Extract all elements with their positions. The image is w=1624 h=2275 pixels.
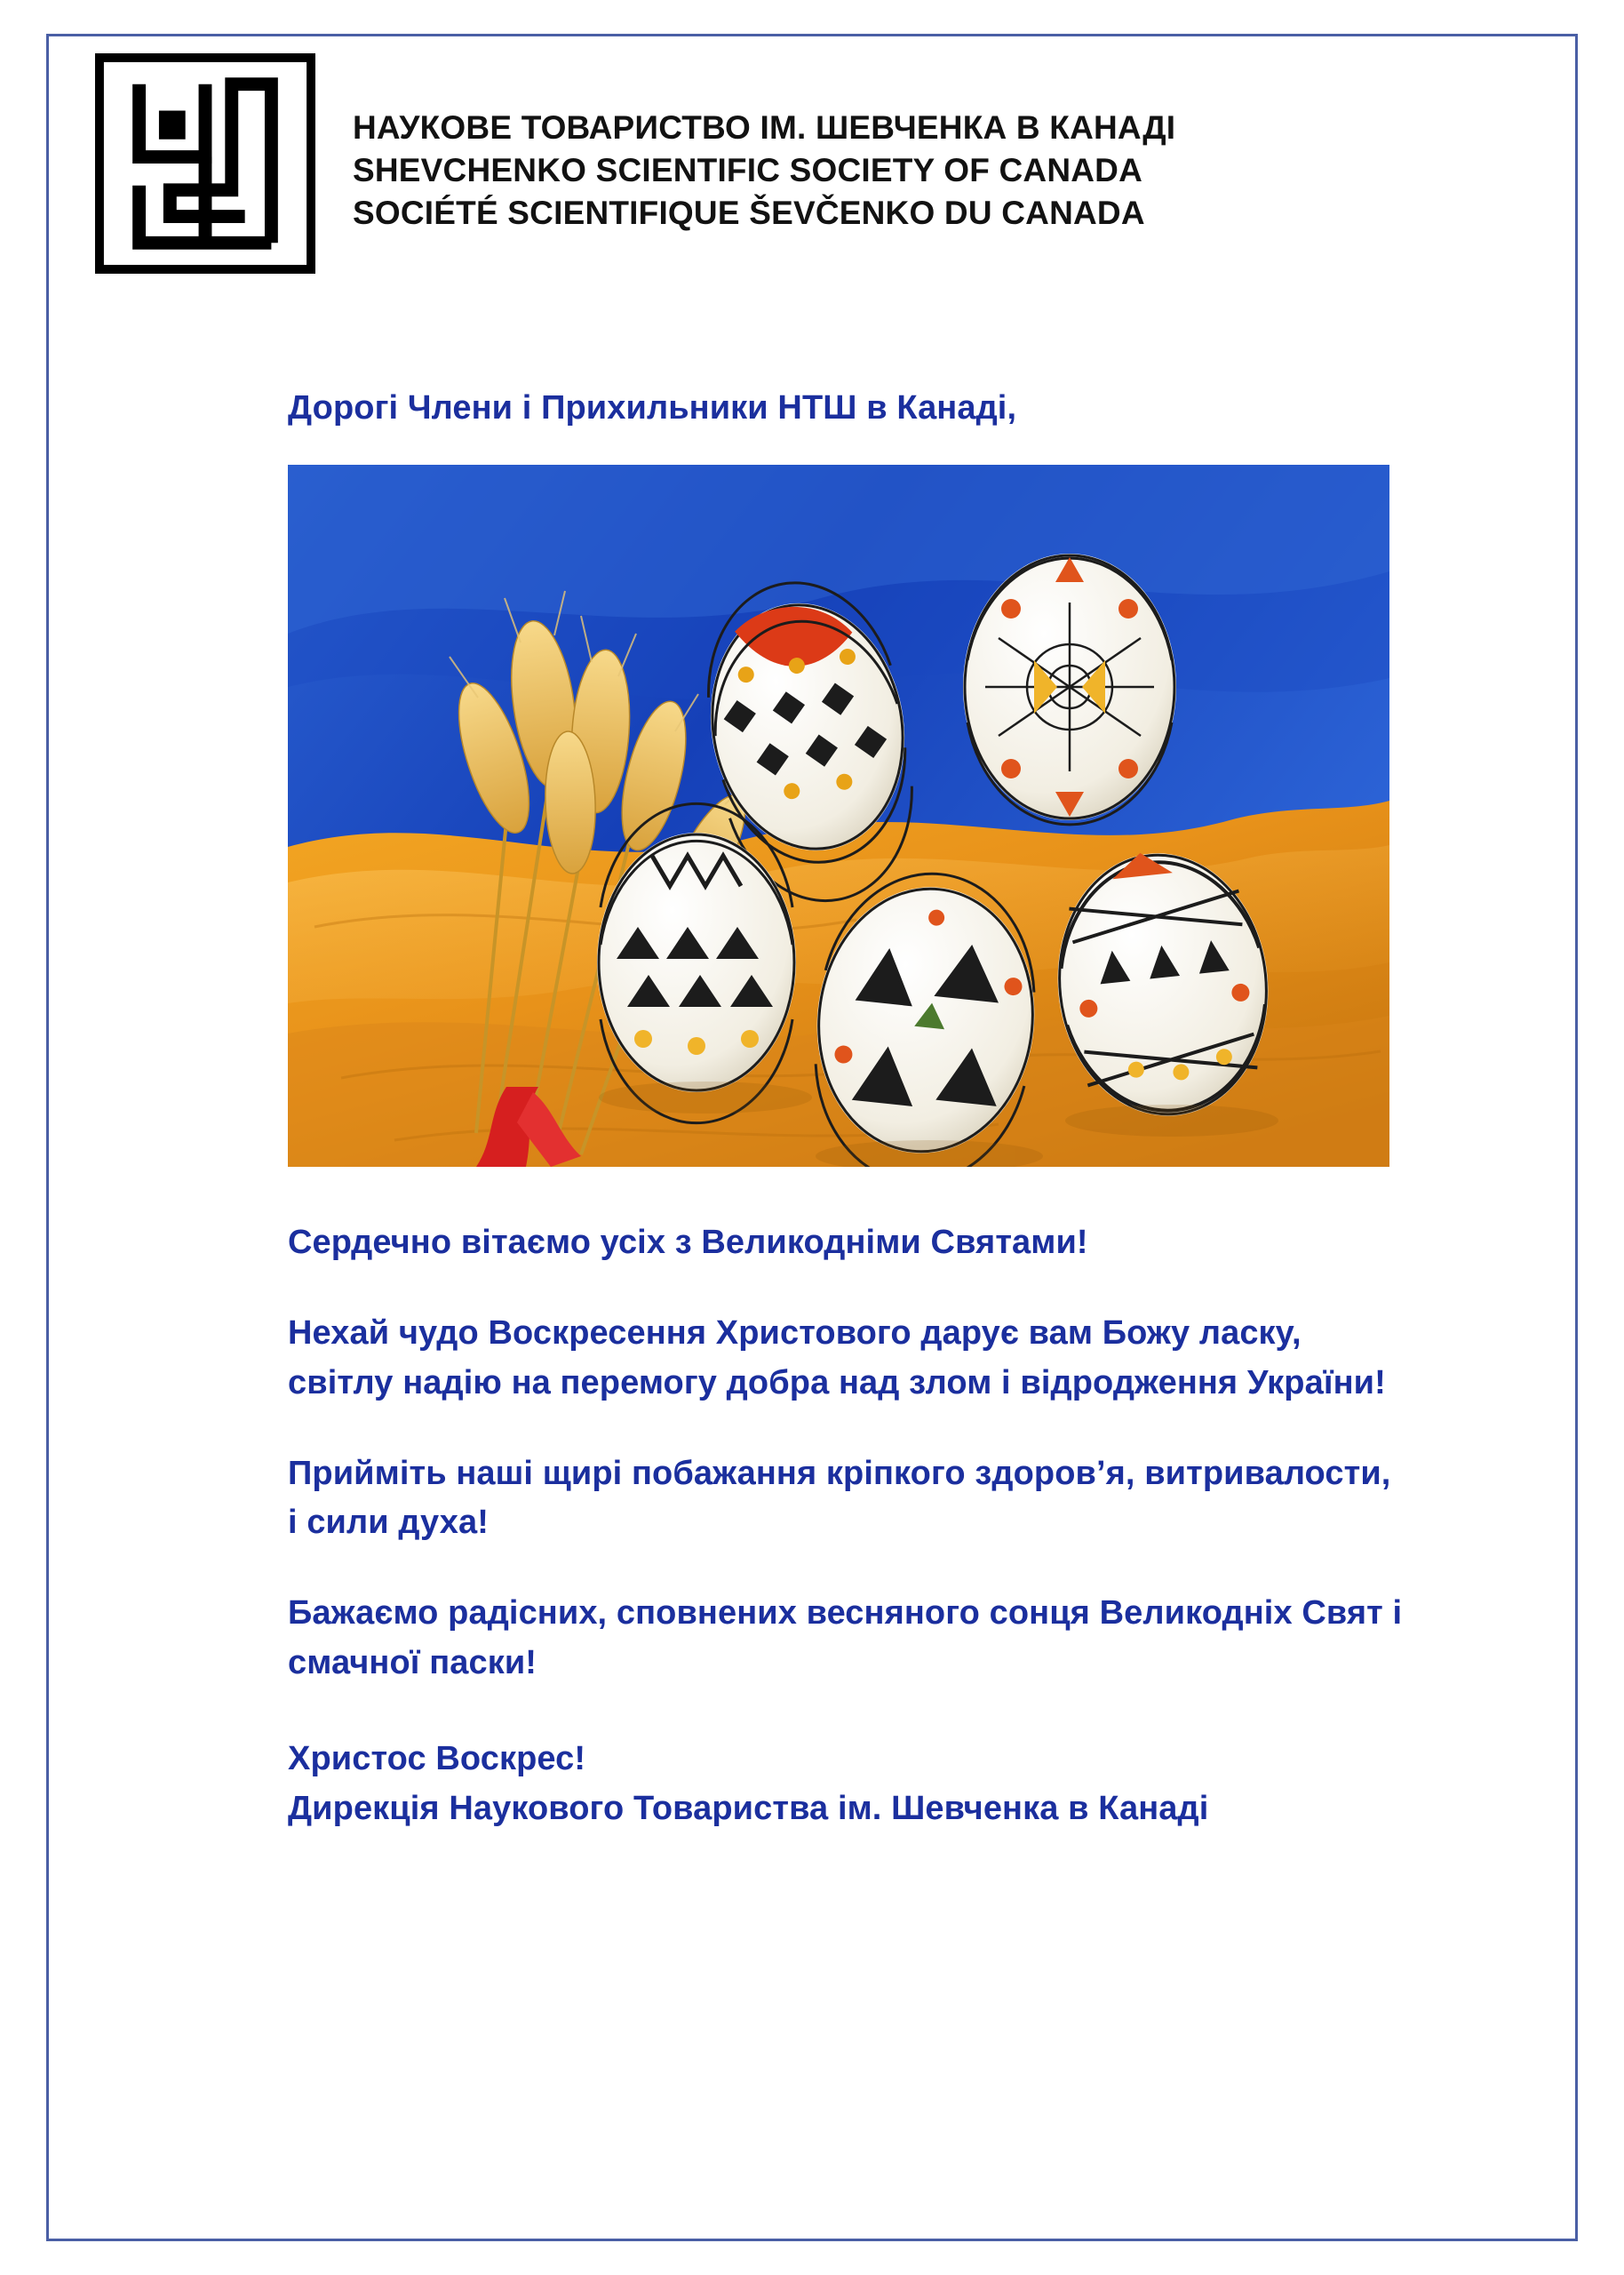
- paragraph-text: Нехай чудо Воскресення Христового дарує вам Божу ласку, світлу надію на перемогу добра над злом і відродження України!: [288, 1313, 1386, 1401]
- greeting-paragraph-4: [288, 1589, 1403, 1688]
- greeting-paragraph-2: [288, 1309, 1403, 1409]
- closing-block: [288, 1735, 1578, 1834]
- organization-titles: [315, 53, 1175, 235]
- paragraph-text: Сердечно вітаємо усіх з Великодніми Святами!: [288, 1224, 1088, 1261]
- closing-greeting: Христос Воскрес!: [288, 1740, 586, 1778]
- paragraph-text: Прийміть наші щирі побажання кріпкого здоров’я, витривалости, і сили духа!: [288, 1454, 1391, 1542]
- page-content: [46, 34, 1578, 2241]
- salutation: Дорогі Члени і Прихильники НТШ в Канаді,: [288, 389, 1017, 427]
- paragraph-text: Бажаємо радісних, сповнених весняного сонця Великодніх Свят і смачної паски!: [288, 1594, 1403, 1682]
- org-title-uk: НАУКОВЕ ТОВАРИСТВО ІМ. ШЕВЧЕНКА В КАНАДІ: [353, 109, 1176, 146]
- org-title-fr: SOCIÉTÉ SCIENTIFIQUE ŠEVČENKO DU CANADA: [353, 195, 1145, 232]
- letterhead-header: [46, 34, 1578, 274]
- closing-signature: Дирекція Наукового Товариства ім. Шевченка в Канаді: [288, 1789, 1209, 1827]
- greeting-paragraph-1: [288, 1218, 1403, 1268]
- shevchenko-society-logo-icon: [95, 53, 315, 274]
- greeting-paragraph-3: [288, 1449, 1403, 1549]
- org-title-en: SHEVCHENKO SCIENTIFIC SOCIETY OF CANADA: [353, 152, 1143, 189]
- easter-pysanky-photo: [288, 465, 1389, 1167]
- letter-body: [46, 389, 1578, 1834]
